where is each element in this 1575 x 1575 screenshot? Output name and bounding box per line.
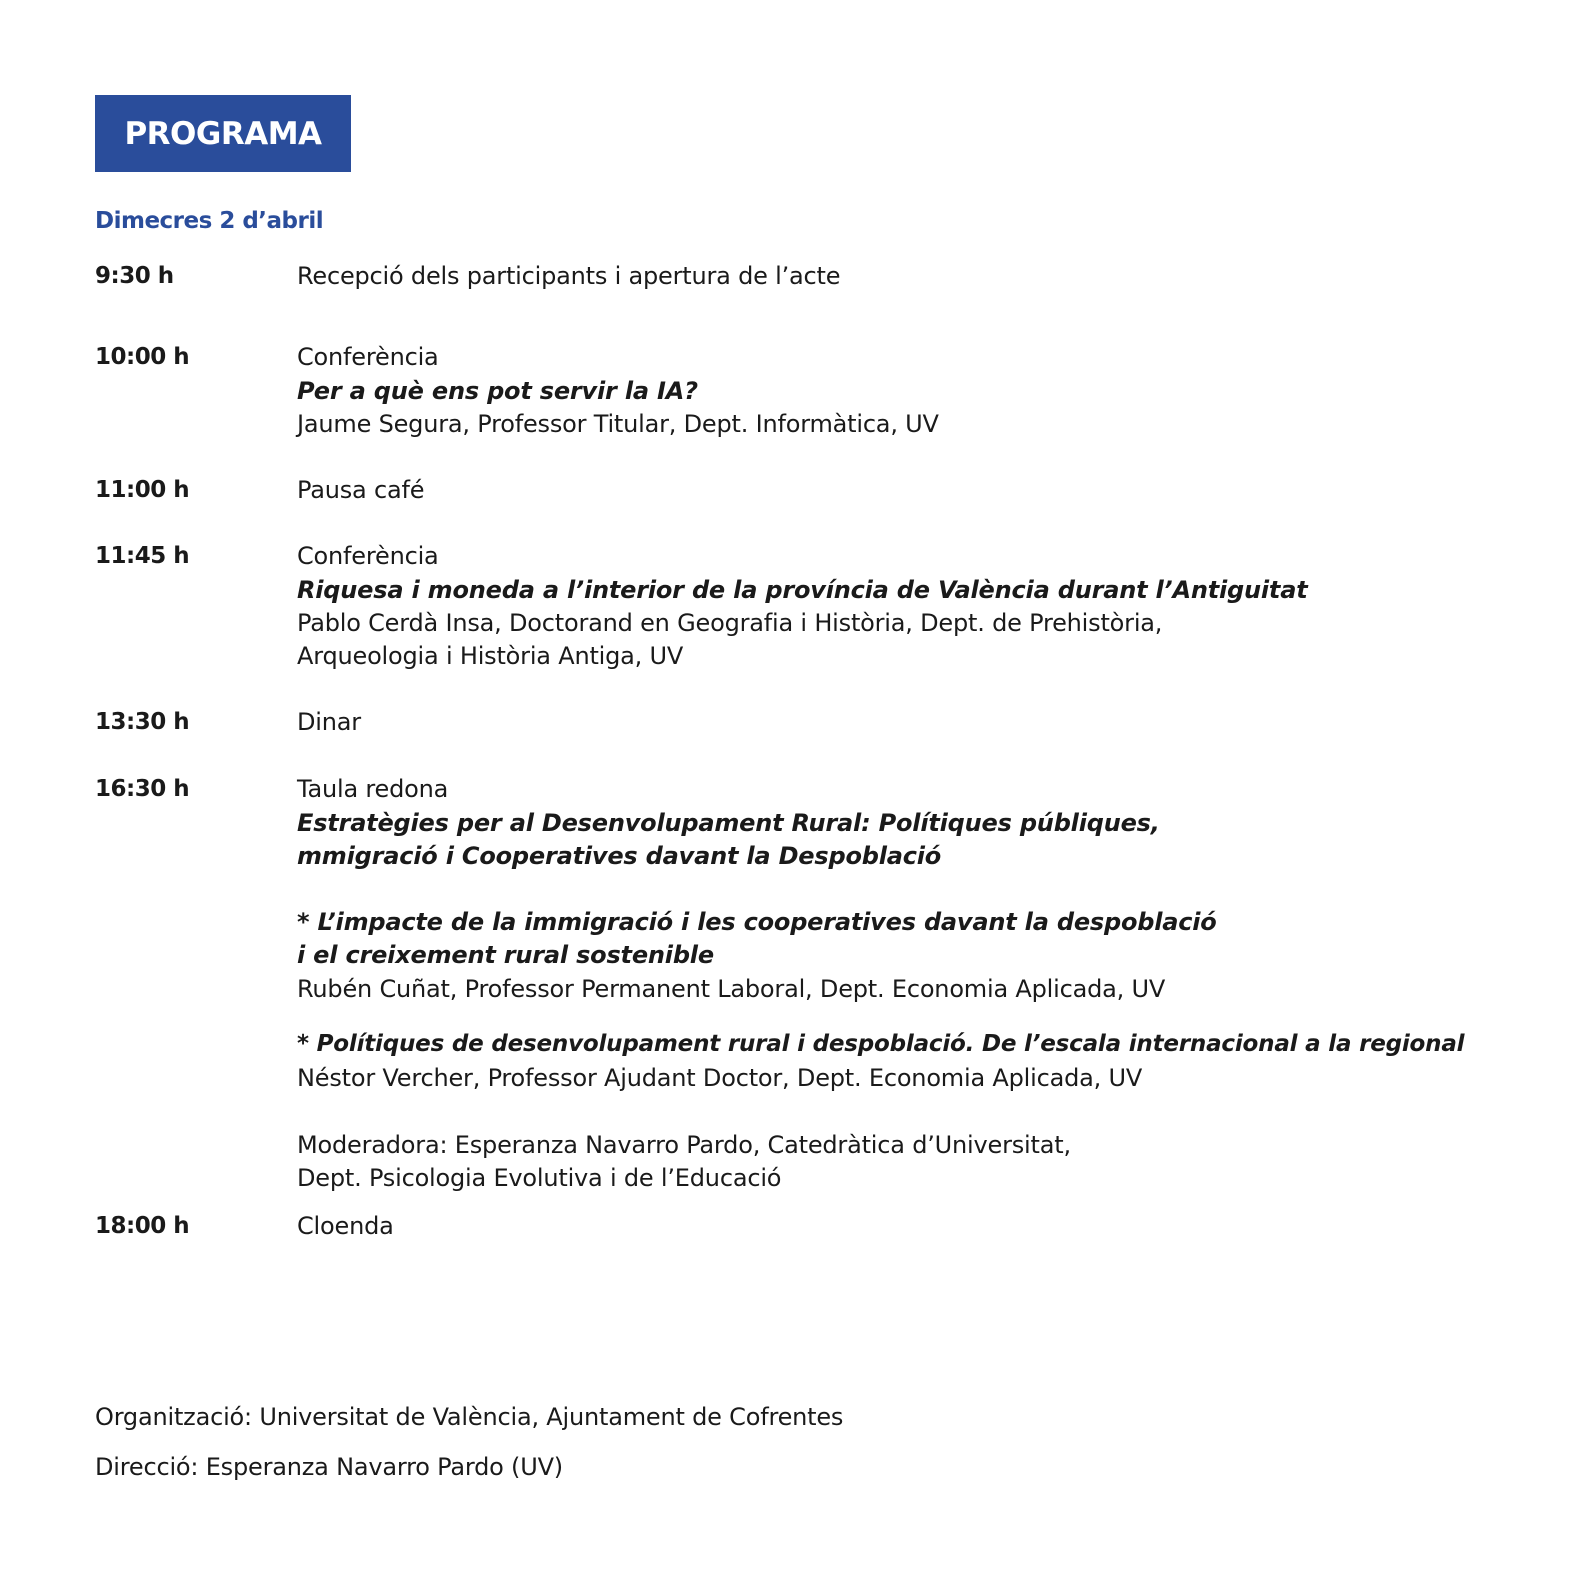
time-1330: 13:30 h bbox=[95, 709, 190, 735]
item-coffee-break: Pausa café bbox=[297, 476, 425, 504]
time-1000: 10:00 h bbox=[95, 344, 190, 370]
event-date: Dimecres 2 d’abril bbox=[95, 208, 324, 234]
item-type: Taula redona bbox=[297, 775, 449, 803]
item-speaker: Jaume Segura, Professor Titular, Dept. Informàtica, UV bbox=[297, 410, 939, 438]
talk1-title: * L’impacte de la immigració i les cooperatives davant la despoblació bbox=[297, 908, 1217, 936]
talk1-title-cont: i el creixement rural sostenible bbox=[297, 941, 714, 969]
item-title-cont: mmigració i Cooperatives davant la Despoblació bbox=[297, 842, 942, 870]
footer-direction: Direcció: Esperanza Navarro Pardo (UV) bbox=[95, 1453, 563, 1481]
time-1100: 11:00 h bbox=[95, 477, 190, 503]
item-title: Riquesa i moneda a l’interior de la província de València durant l’Antiguitat bbox=[297, 576, 1308, 604]
talk2-title: * Polítiques de desenvolupament rural i despoblació. De l’escala internacional a la regional bbox=[297, 1031, 1465, 1057]
talk1-speaker: Rubén Cuñat, Professor Permanent Laboral, Dept. Economia Aplicada, UV bbox=[297, 975, 1166, 1003]
time-1630: 16:30 h bbox=[95, 776, 190, 802]
moderator: Moderadora: Esperanza Navarro Pardo, Catedràtica d’Universitat, bbox=[297, 1131, 1071, 1159]
item-closing: Cloenda bbox=[297, 1212, 394, 1240]
item-reception: Recepció dels participants i apertura de l’acte bbox=[297, 262, 841, 290]
item-speaker: Pablo Cerdà Insa, Doctorand en Geografia i Història, Dept. de Prehistòria, bbox=[297, 609, 1163, 637]
item-title: Estratègies per al Desenvolupament Rural: Polítiques públiques, bbox=[297, 809, 1160, 837]
time-1800: 18:00 h bbox=[95, 1213, 190, 1239]
item-lunch: Dinar bbox=[297, 708, 361, 736]
footer-organization: Organització: Universitat de València, Ajuntament de Cofrentes bbox=[95, 1403, 844, 1431]
talk2-speaker: Néstor Vercher, Professor Ajudant Doctor, Dept. Economia Aplicada, UV bbox=[297, 1064, 1143, 1092]
time-0930: 9:30 h bbox=[95, 263, 174, 289]
moderator-cont: Dept. Psicologia Evolutiva i de l’Educació bbox=[297, 1164, 782, 1192]
item-type: Conferència bbox=[297, 343, 439, 371]
item-speaker-cont: Arqueologia i Història Antiga, UV bbox=[297, 642, 684, 670]
program-title-badge: PROGRAMA bbox=[95, 95, 351, 172]
item-title: Per a què ens pot servir la IA? bbox=[297, 377, 698, 405]
time-1145: 11:45 h bbox=[95, 543, 190, 569]
item-type: Conferència bbox=[297, 542, 439, 570]
